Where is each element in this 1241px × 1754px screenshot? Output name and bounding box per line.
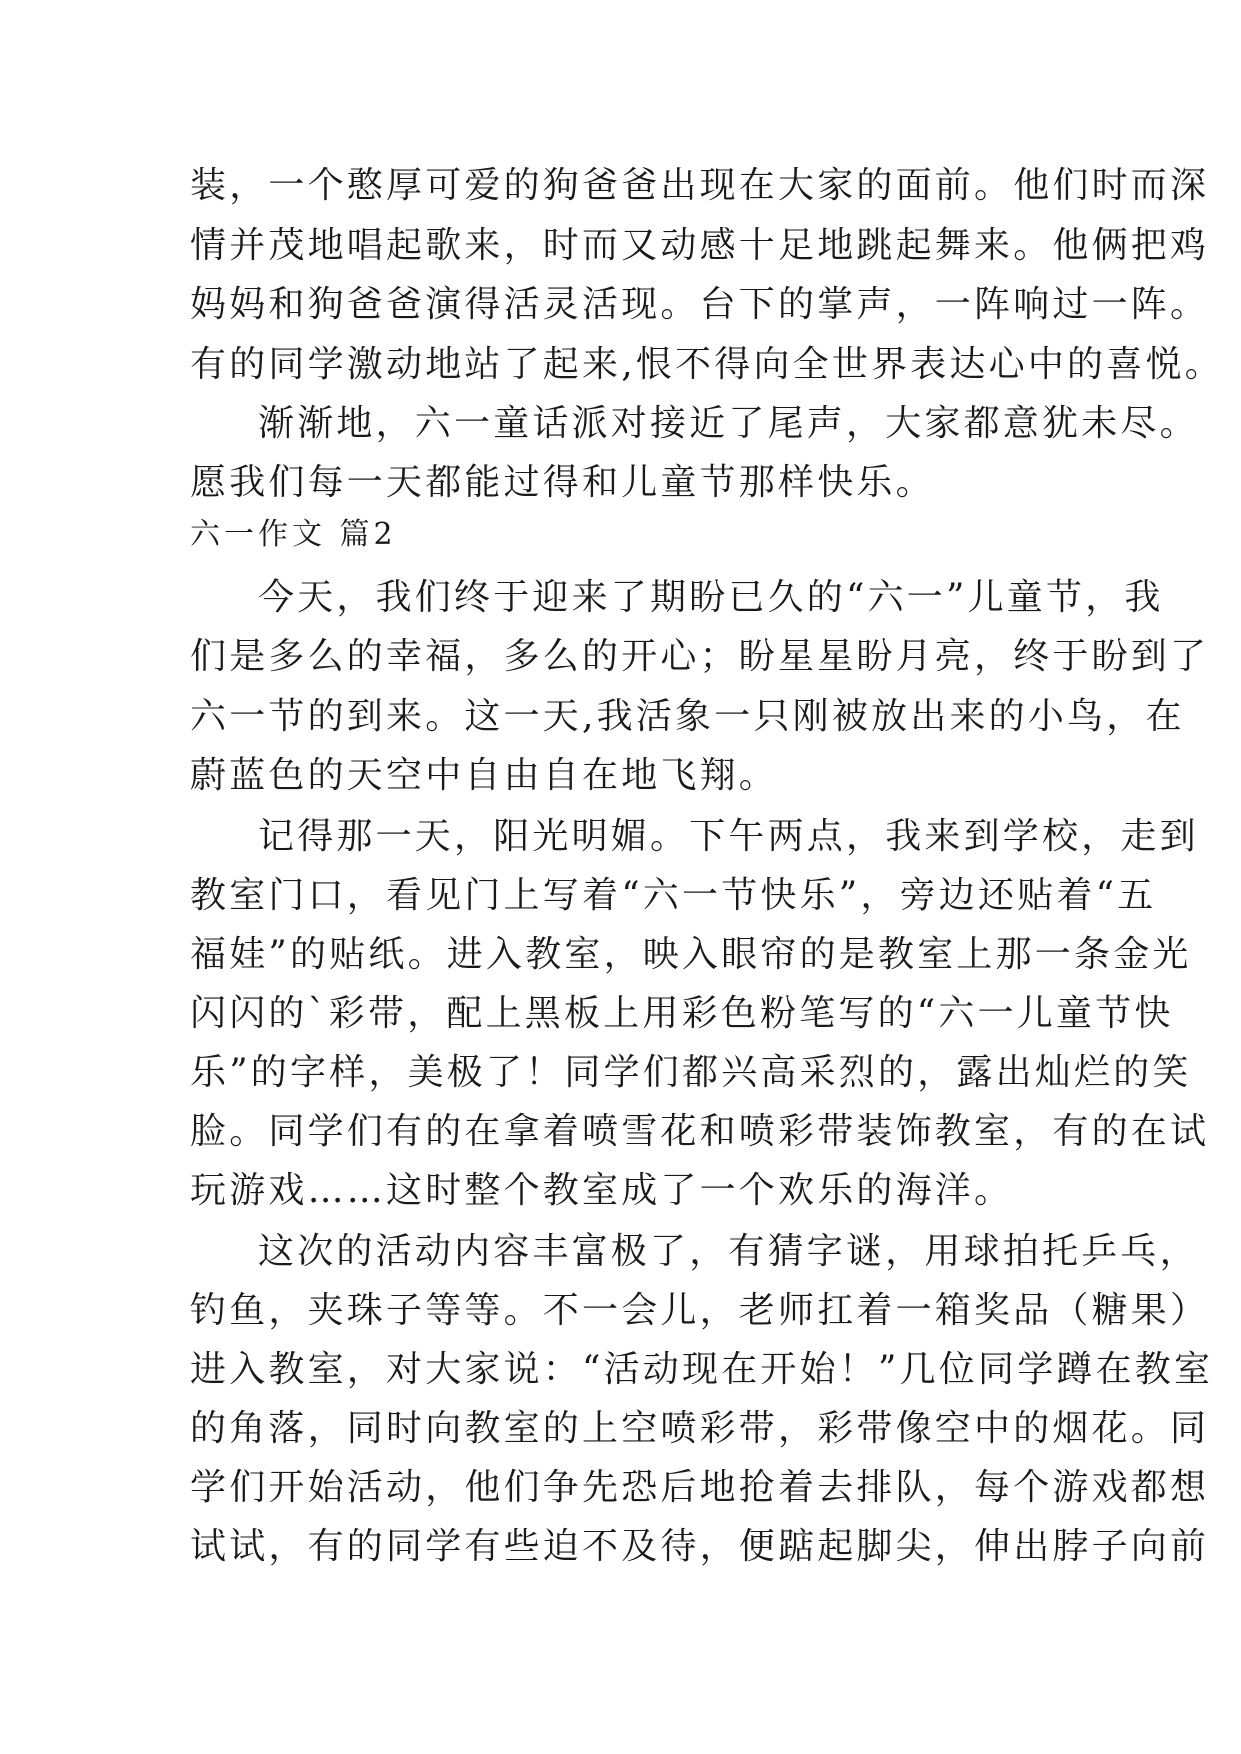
text-line: 学们开始活动，他们争先恐后地抢着去排队，每个游戏都想 bbox=[190, 1467, 1210, 1508]
text-line: 玩游戏……这时整个教室成了一个欢乐的海洋。 bbox=[190, 1170, 1014, 1211]
text-line: 情并茂地唱起歌来，时而又动感十足地跳起舞来。他俩把鸡 bbox=[190, 225, 1210, 266]
text-line: 渐渐地，六一童话派对接近了尾声，大家都意犹未尽。 bbox=[258, 403, 1199, 444]
text-line: 们是多么的幸福，多么的开心；盼星星盼月亮，终于盼到了 bbox=[190, 636, 1210, 677]
text-line: 六一节的到来。这一天,我活象一只刚被放出来的小鸟，在 bbox=[190, 696, 1185, 737]
text-line: 妈妈和狗爸爸演得活灵活现。台下的掌声，一阵响过一阵。 bbox=[190, 284, 1210, 325]
text-line: 钓鱼，夹珠子等等。不一会儿，老师扛着一箱奖品（糖果） bbox=[190, 1290, 1210, 1331]
text-line: 福娃”的贴纸。进入教室，映入眼帘的是教室上那一条金光 bbox=[190, 934, 1192, 975]
text-line: 蔚蓝色的天空中自由自在地飞翔。 bbox=[190, 755, 779, 796]
text-line: 乐”的字样，美极了！同学们都兴高采烈的，露出灿烂的笑 bbox=[190, 1052, 1192, 1093]
text-line: 的角落，同时向教室的上空喷彩带，彩带像空中的烟花。同 bbox=[190, 1408, 1210, 1449]
text-line: 装，一个憨厚可爱的狗爸爸出现在大家的面前。他们时而深 bbox=[190, 165, 1210, 206]
text-line: 脸。同学们有的在拿着喷雪花和喷彩带装饰教室，有的在试 bbox=[190, 1111, 1210, 1152]
text-line: 愿我们每一天都能过得和儿童节那样快乐。 bbox=[190, 462, 935, 503]
text-line: 有的同学激动地站了起来,恨不得向全世界表达心中的喜悦。 bbox=[190, 344, 1224, 385]
text-line: 闪闪的`彩带，配上黑板上用彩色粉笔写的“六一儿童节快 bbox=[190, 993, 1174, 1034]
text-line: 进入教室，对大家说：“活动现在开始！”几位同学蹲在教室 bbox=[190, 1349, 1214, 1390]
section-heading: 六一作文 篇2 bbox=[190, 517, 397, 552]
text-line: 教室门口，看见门上写着“六一节快乐”，旁边还贴着“五 bbox=[190, 875, 1157, 916]
text-line: 今天，我们终于迎来了期盼已久的“六一”儿童节，我 bbox=[258, 577, 1164, 618]
text-line: 试试，有的同学有些迫不及待，便踮起脚尖，伸出脖子向前 bbox=[190, 1526, 1210, 1567]
text-line: 这次的活动内容丰富极了，有猜字谜，用球拍托乒乓， bbox=[258, 1231, 1199, 1272]
text-line: 记得那一天，阳光明媚。下午两点，我来到学校，走到 bbox=[258, 816, 1199, 857]
